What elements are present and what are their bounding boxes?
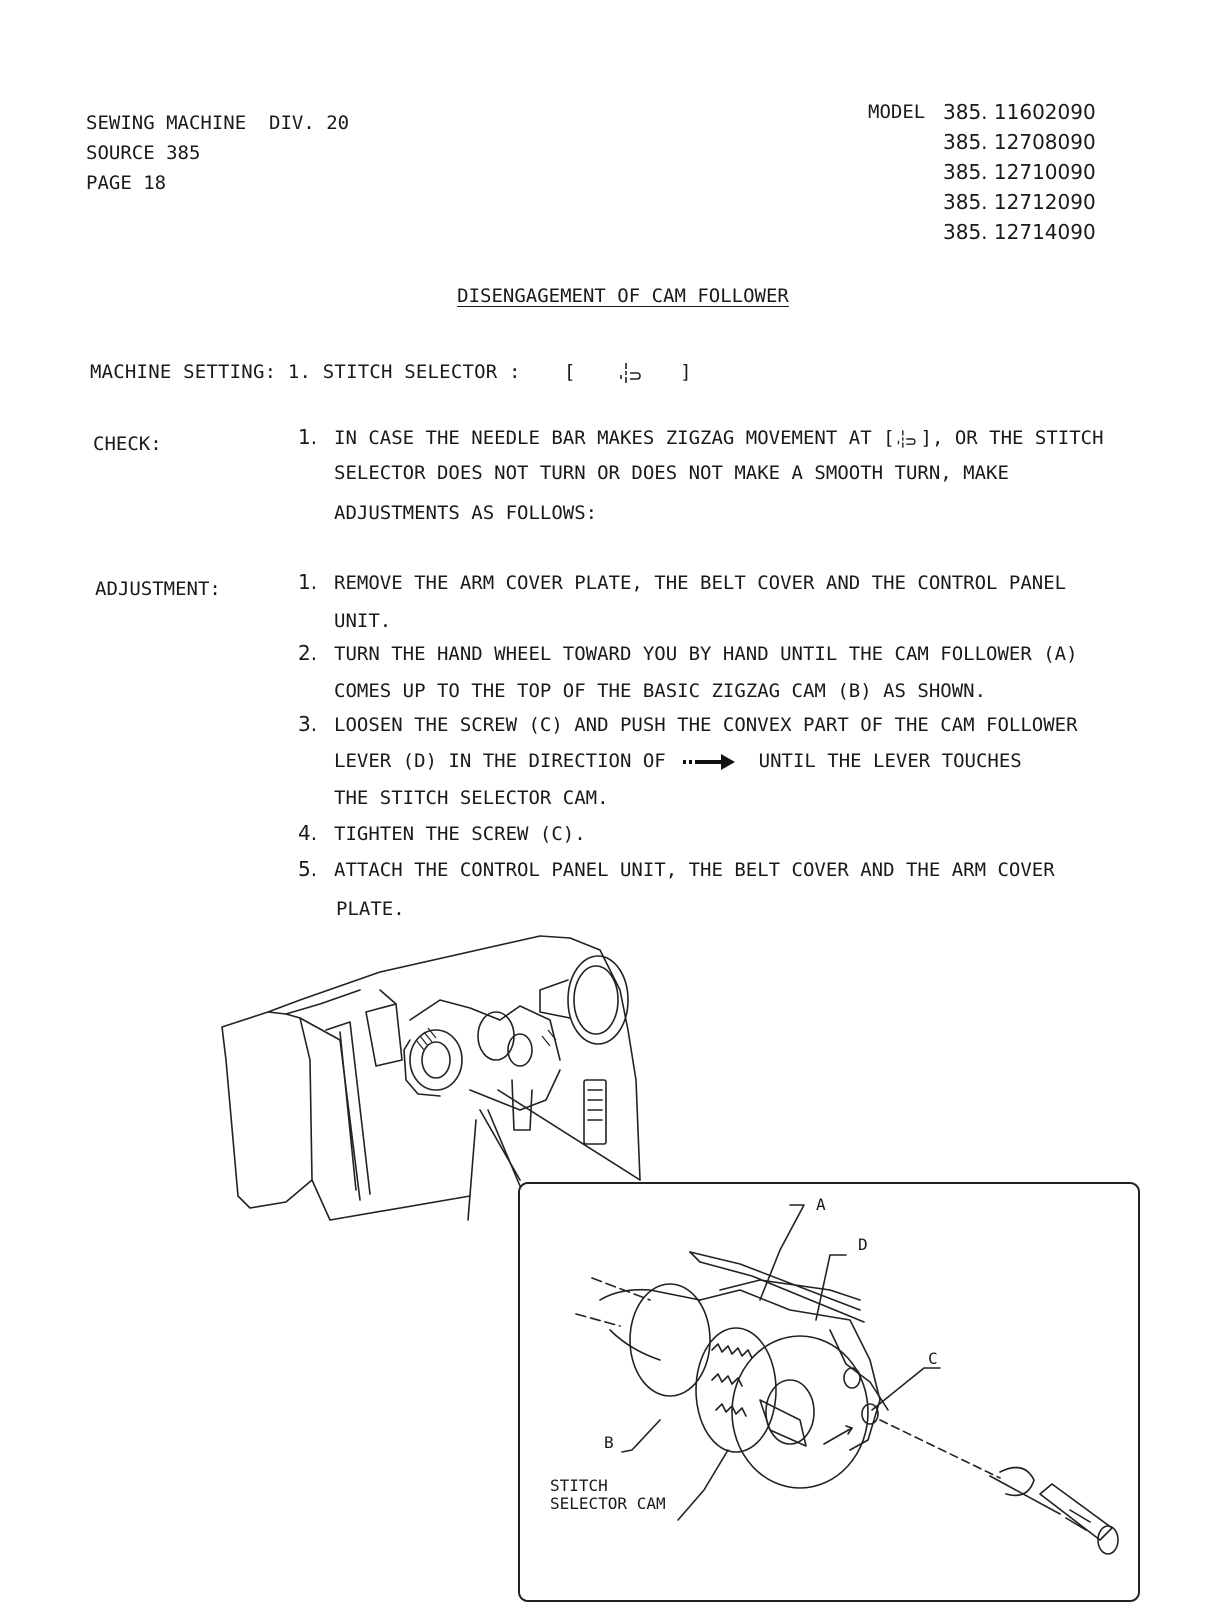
step-text: LOOSEN THE SCREW (C) AND PUSH THE CONVEX PART OF THE CAM FOLLOWER [334, 714, 1078, 736]
machine-setting-item: 1. STITCH SELECTOR : [287, 361, 521, 383]
step-text: TURN THE HAND WHEEL TOWARD YOU BY HAND UNTIL THE CAM FOLLOWER (A) [334, 643, 1078, 665]
step-number: 2. [298, 641, 318, 665]
machine-setting-label: MACHINE SETTING: [90, 361, 277, 383]
bracket-open: [ [563, 361, 576, 383]
step-text: UNTIL THE LEVER TOUCHES [758, 750, 1022, 772]
check-label: CHECK: [93, 433, 162, 455]
callout-label-b: B [604, 1433, 614, 1452]
model-number: 385. 12710090 [943, 160, 1096, 184]
model-number: 385. 11602090 [943, 100, 1096, 124]
model-number: 385. 12714090 [943, 220, 1096, 244]
step-text: PLATE. [336, 898, 405, 920]
bracket-close: ] [680, 361, 692, 383]
adjustment-label: ADJUSTMENT: [95, 578, 221, 600]
model-number: 385. 12708090 [943, 130, 1096, 154]
step-number: 5. [298, 857, 318, 881]
header-source: SOURCE 385 [86, 142, 201, 164]
check-line-1a: IN CASE THE NEEDLE BAR MAKES ZIGZAG MOVEMENT AT [ [334, 427, 895, 449]
step-text: ATTACH THE CONTROL PANEL UNIT, THE BELT COVER AND THE ARM COVER [334, 859, 1055, 881]
check-line-1b: ], OR THE STITCH [920, 427, 1104, 449]
step-text: LEVER (D) IN THE DIRECTION OF [334, 750, 666, 772]
check-item-number: 1. [298, 425, 318, 449]
model-label: MODEL [868, 101, 926, 123]
page-title: DISENGAGEMENT OF CAM FOLLOWER [457, 285, 789, 307]
step-text: THE STITCH SELECTOR CAM. [334, 787, 609, 809]
callout-label-a: A [816, 1195, 826, 1214]
header-division: SEWING MACHINE DIV. 20 [86, 112, 350, 134]
callout-label-c: C [928, 1349, 938, 1368]
step-number: 4. [298, 821, 318, 845]
step-number: 1. [298, 570, 318, 594]
step-number: 3. [298, 712, 318, 736]
check-line-3: ADJUSTMENTS AS FOLLOWS: [334, 502, 598, 524]
step-text: UNIT. [334, 610, 392, 632]
step-text: TIGHTEN THE SCREW (C). [334, 823, 586, 845]
step-text: REMOVE THE ARM COVER PLATE, THE BELT COVER AND THE CONTROL PANEL [334, 572, 1067, 594]
step-text: COMES UP TO THE TOP OF THE BASIC ZIGZAG CAM (B) AS SHOWN. [334, 680, 987, 702]
callout-cam-line-2: SELECTOR CAM [550, 1494, 666, 1513]
callout-stitch-selector-cam [550, 1477, 666, 1513]
model-number: 385. 12712090 [943, 190, 1096, 214]
check-line-2: SELECTOR DOES NOT TURN OR DOES NOT MAKE A SMOOTH TURN, MAKE [334, 462, 1009, 484]
callout-cam-line-1: STITCH [550, 1476, 608, 1495]
header-page: PAGE 18 [86, 172, 167, 194]
callout-label-d: D [858, 1235, 868, 1254]
